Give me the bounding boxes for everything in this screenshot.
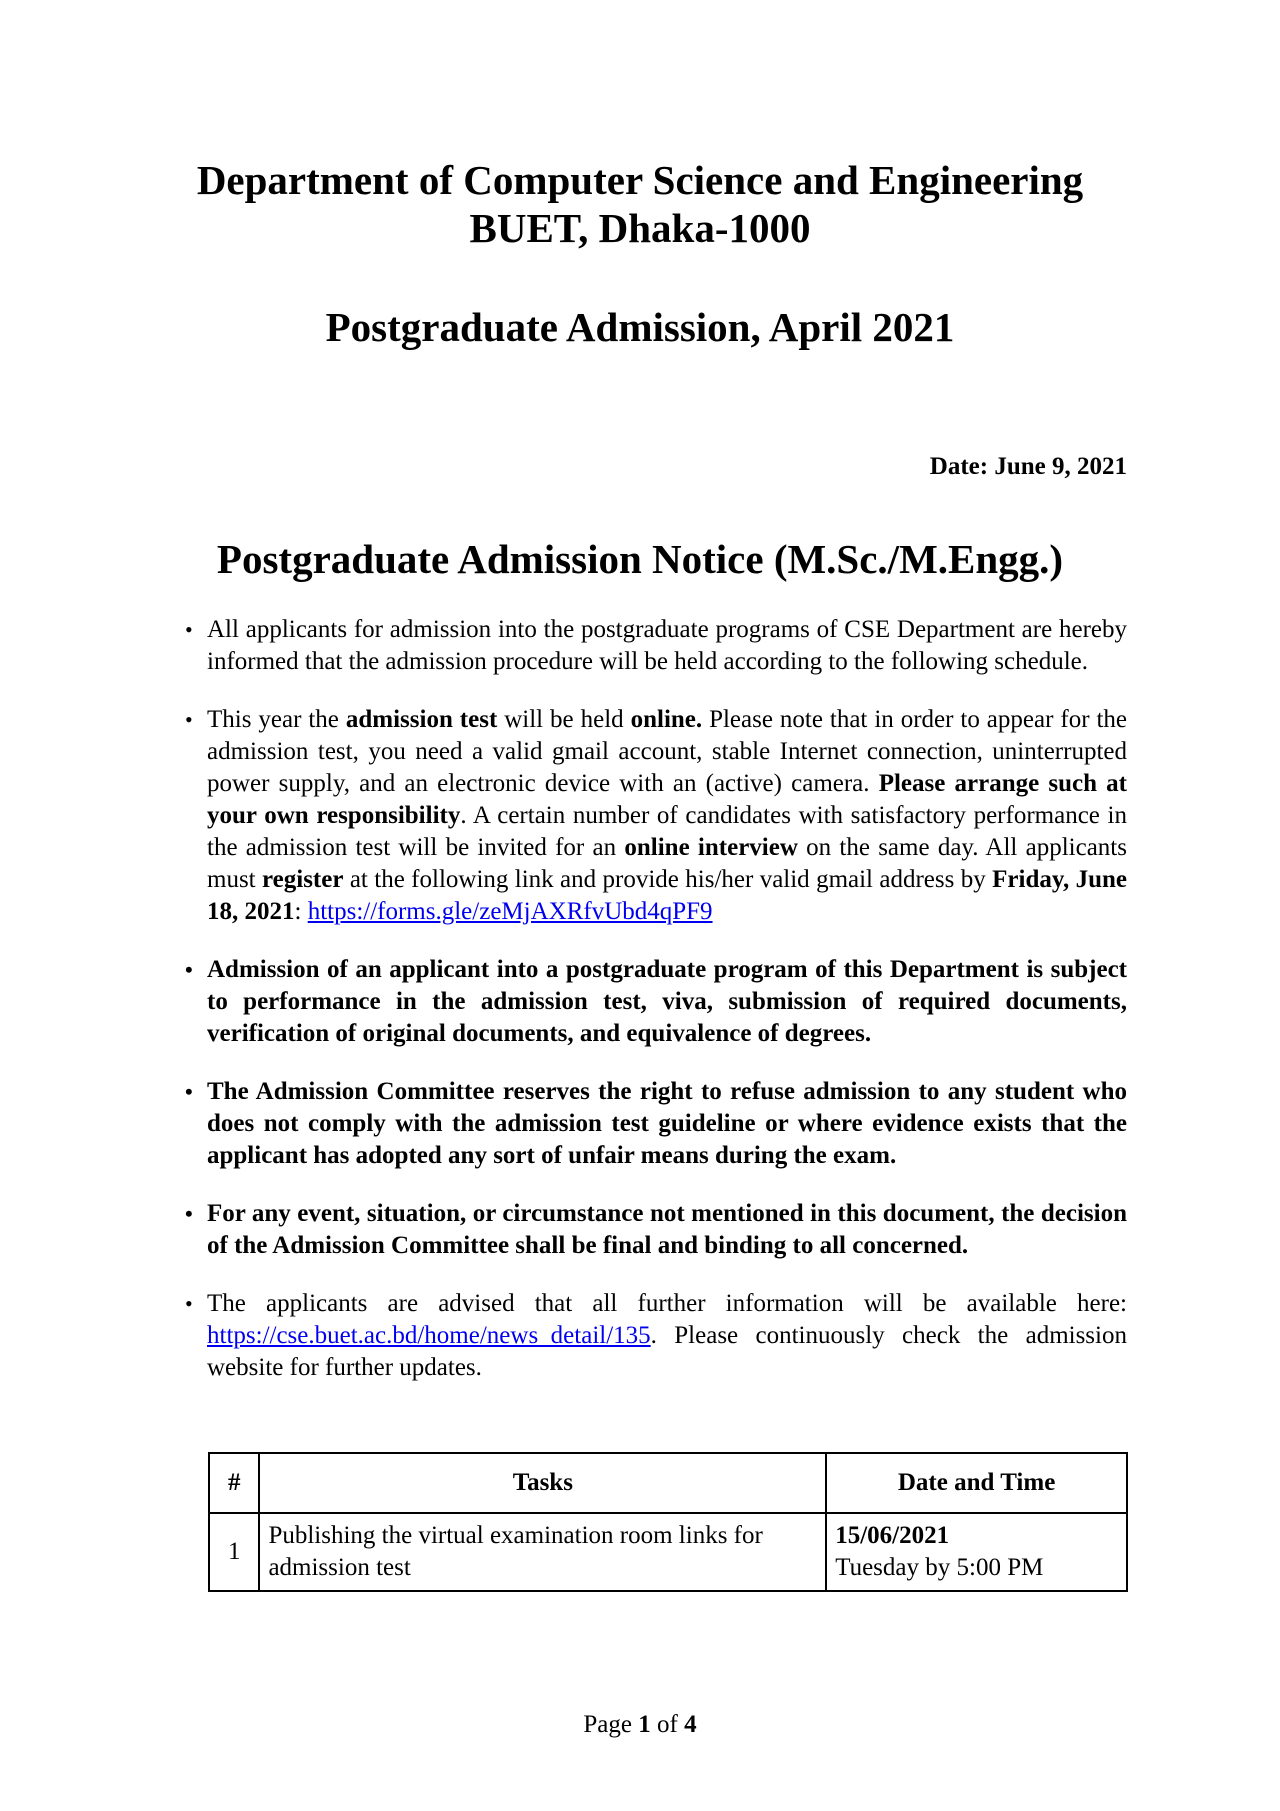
- bullet-emphasis: online.: [630, 706, 703, 733]
- institution-heading: BUET, Dhaka-1000: [469, 205, 811, 251]
- bullet-text: . Please continuously check the admission website for further updates.: [207, 1322, 1127, 1381]
- news-detail-link[interactable]: https://cse.buet.ac.bd/home/news_detail/135: [207, 1322, 651, 1349]
- bullet-dot-icon: •: [185, 617, 193, 642]
- bullet-text: . A certain number of candidates with satisfactory performance in the admission test will be invited for an: [207, 802, 1127, 861]
- notice-date: [930, 452, 1127, 482]
- bullet-text: Please note that in order to appear for the admission test, you need a valid gmail account, stable Internet connection, uninterrupted power supply, and an electronic device with an (active) camera.: [207, 706, 1128, 797]
- header-num: #: [209, 1453, 259, 1513]
- bullet-text: :: [294, 898, 308, 925]
- page-footer: [0, 1710, 1280, 1740]
- bullet-emphasis: Please arrange such at your own responsibility: [207, 770, 1127, 829]
- bullet-emphasis: admission test: [345, 706, 498, 733]
- notice-title: Postgraduate Admission Notice (M.Sc./M.Engg.): [216, 536, 1064, 582]
- page-total: 4: [684, 1711, 697, 1738]
- date-label: Date:: [929, 453, 989, 480]
- admission-heading: Postgraduate Admission, April 2021: [325, 304, 955, 350]
- bullet-admission-conditions: [185, 954, 1127, 1050]
- row-task: Publishing the virtual examination room links for admission test: [259, 1513, 826, 1591]
- table-row: [209, 1513, 1127, 1591]
- header-tasks: Tasks: [259, 1453, 826, 1513]
- bullet-committee-rights: [185, 1076, 1127, 1172]
- of-label: of: [657, 1711, 678, 1738]
- bullet-further-info: [185, 1288, 1127, 1384]
- bullet-online-test: [185, 704, 1128, 928]
- bullet-text: at the following link and provide his/her valid gmail address by: [343, 866, 993, 893]
- header-date-time: Date and Time: [826, 1453, 1127, 1513]
- bullet-committee-decision: [185, 1198, 1127, 1262]
- bullet-emphasis: online interview: [624, 834, 798, 861]
- bullet-text: Admission of an applicant into a postgraduate program of this Department is subject to performance in the admission test, viva, submission of required documents, verification of original documents, and equivalence of degrees.: [207, 956, 1127, 1047]
- bullet-text: For any event, situation, or circumstance not mentioned in this document, the decision of the Admission Committee shall be final and binding to all concerned.: [207, 1200, 1127, 1259]
- page-label: Page: [583, 1711, 633, 1738]
- registration-form-link[interactable]: https://forms.gle/zeMjAXRfvUbd4qPF9: [307, 898, 713, 925]
- bullet-text: All applicants for admission into the postgraduate programs of CSE Department are hereby informed that the admission procedure will be held according to the following schedule.: [207, 616, 1127, 675]
- department-heading: Department of Computer Science and Engineering: [196, 157, 1084, 203]
- bullet-dot-icon: •: [185, 1079, 193, 1104]
- registration-deadline: Friday, June 18, 2021: [207, 866, 1127, 925]
- bullet-dot-icon: •: [185, 1201, 193, 1226]
- bullet-text: The Admission Committee reserves the right to refuse admission to any student who does not comply with the admission test guideline or where evidence exists that the applicant has adopted any sort of unfair means during the exam.: [207, 1078, 1127, 1169]
- table-header-row: [209, 1453, 1127, 1513]
- bullet-dot-icon: •: [185, 957, 193, 982]
- row-num: 1: [209, 1513, 259, 1591]
- notice-bullet-list: [185, 614, 1128, 1410]
- bullet-emphasis: register: [262, 866, 344, 893]
- schedule-table: [208, 1452, 1128, 1592]
- bullet-text: The applicants are advised that all further information will be available here:: [207, 1290, 1127, 1317]
- bullet-text: This year the: [207, 706, 346, 733]
- bullet-dot-icon: •: [185, 707, 193, 732]
- page-current: 1: [638, 1711, 651, 1738]
- bullet-text: will be held: [497, 706, 631, 733]
- row-time: Tuesday by 5:00 PM: [835, 1554, 1044, 1581]
- row-date-time: [826, 1513, 1127, 1591]
- bullet-text: on the same day. All applicants must: [207, 834, 1127, 893]
- row-date: 15/06/2021: [835, 1522, 950, 1549]
- bullet-dot-icon: •: [185, 1291, 193, 1316]
- bullet-schedule-info: [185, 614, 1127, 678]
- date-value: June 9, 2021: [994, 453, 1127, 480]
